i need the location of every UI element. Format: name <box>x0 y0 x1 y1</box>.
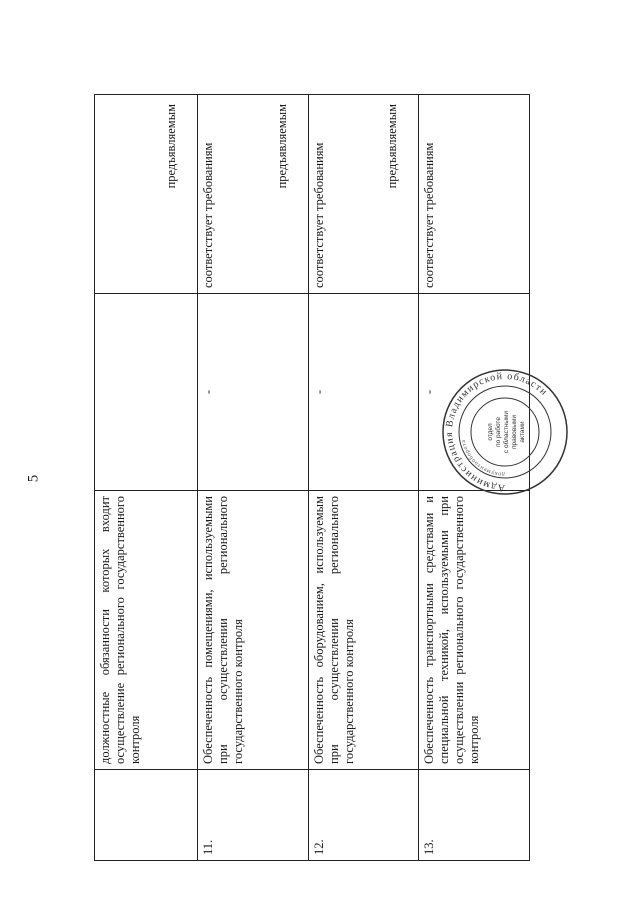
row-number: 12. <box>308 770 419 861</box>
row-requirement <box>95 294 198 491</box>
table-stage <box>94 104 530 861</box>
assessment-text: соответствует требованиям <box>422 142 437 288</box>
row-assessment <box>95 95 198 294</box>
row-description: должностные обязанности которых входит осуществление регионального государственного контроля <box>95 491 198 770</box>
stamp-center-line: по работе <box>495 417 502 447</box>
assessment-text-right: предъявляемым <box>164 104 179 189</box>
stamp-outer-text: Администрация Владимирской области <box>443 370 550 494</box>
assessment-text-right: предъявляемым <box>385 104 400 189</box>
stamp-center-line: правовыми <box>511 415 518 449</box>
stamp-inner-text: документооборота <box>460 438 506 478</box>
row-number: 13. <box>419 770 530 861</box>
assessment-text: соответствует требованиям <box>201 142 216 288</box>
table-row <box>95 95 198 861</box>
row-assessment <box>385 95 530 294</box>
row-number <box>95 770 198 861</box>
table-row <box>198 95 309 861</box>
stamp-center-line: с областными <box>503 410 510 454</box>
row-description: Обеспеченность оборудованием, используемым при осуществлении регионального государственного контроля <box>308 491 419 770</box>
stamp-center-line: актами <box>519 421 526 443</box>
rotated-table-container <box>94 104 530 861</box>
page-number: 5 <box>25 474 42 483</box>
row-description: Обеспеченность транспортными средствами и специальной техникой, используемыми при осуществлении регионального государственного контроля <box>419 491 530 770</box>
row-number: 11. <box>198 770 309 861</box>
assessment-text: соответствует требованиям <box>311 142 326 288</box>
official-stamp-seal <box>440 367 570 497</box>
row-requirement: - <box>419 294 530 491</box>
assessment-text-right: предъявляемым <box>274 104 289 189</box>
stamp-center-line: отдел <box>487 423 494 441</box>
row-requirement: - <box>308 294 419 491</box>
row-requirement: - <box>198 294 309 491</box>
row-description: Обеспеченность помещениями, используемыми при осуществлении регионального государственного контроля <box>198 491 309 770</box>
row-assessment <box>164 95 309 294</box>
table-row <box>308 95 419 861</box>
row-assessment <box>274 95 419 294</box>
